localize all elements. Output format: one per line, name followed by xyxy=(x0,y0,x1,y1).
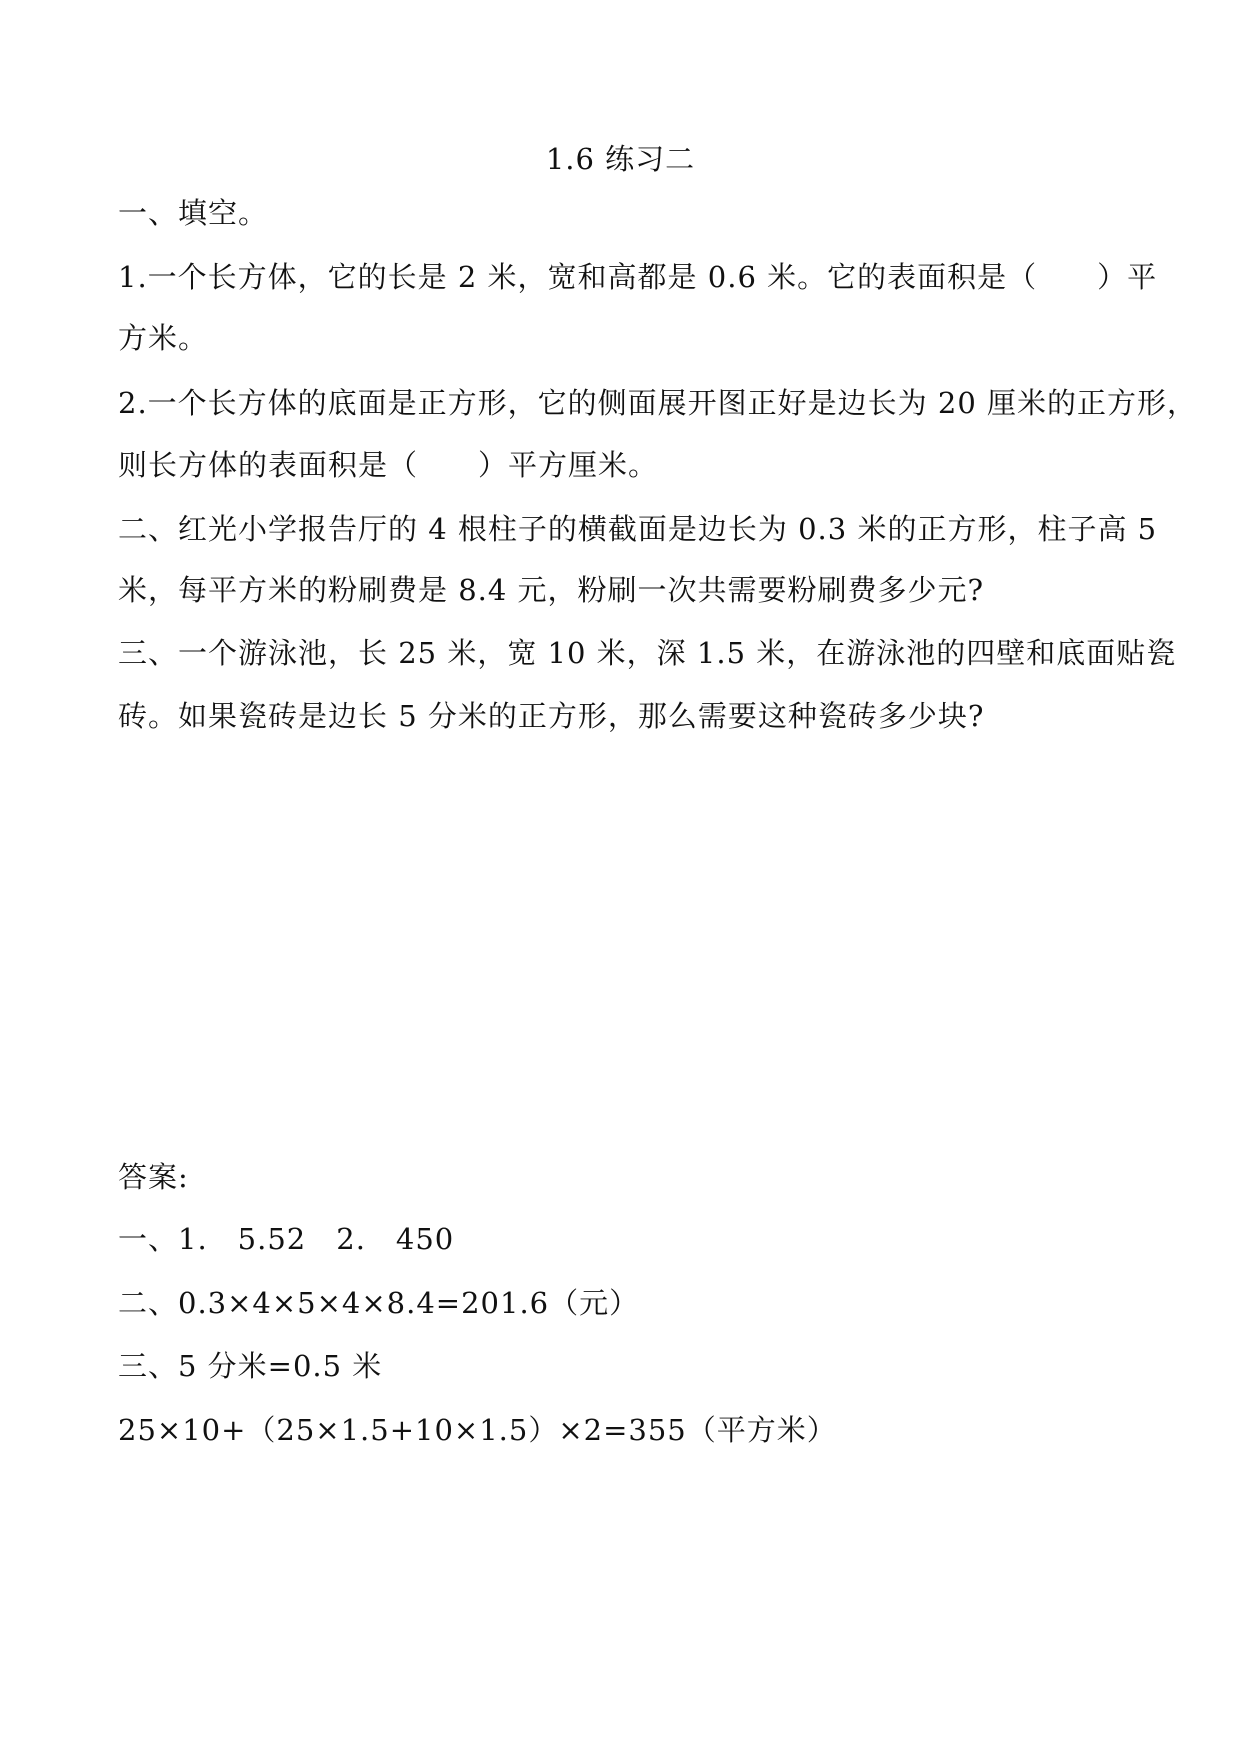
question1-line2: 方米。 xyxy=(118,321,209,355)
answers-heading: 答案: xyxy=(118,1160,189,1194)
question2-line1: 2.一个长方体的底面是正方形，它的侧面展开图正好是边长为 20 厘米的正方形， xyxy=(118,386,1198,420)
answer-section3-line2: 25×10+（25×1.5+10×1.5）×2=355（平方米） xyxy=(118,1413,837,1447)
page-title: 1.6 练习二 xyxy=(545,142,696,176)
answer-section1: 一、1. 5.52 2. 450 xyxy=(118,1222,455,1256)
section3-line2: 砖。如果瓷砖是边长 5 分米的正方形，那么需要这种瓷砖多少块? xyxy=(118,699,985,733)
question2-line2: 则长方体的表面积是（ ）平方厘米。 xyxy=(118,448,659,482)
question1-line1: 1.一个长方体，它的长是 2 米，宽和高都是 0.6 米。它的表面积是（ ）平 xyxy=(118,260,1158,294)
section2-line1: 二、红光小学报告厅的 4 根柱子的横截面是边长为 0.3 米的正方形，柱子高 5 xyxy=(118,512,1158,546)
answer-section3-line1: 三、5 分米=0.5 米 xyxy=(118,1349,383,1383)
answer-section2: 二、0.3×4×5×4×8.4=201.6（元） xyxy=(118,1286,640,1320)
section3-line1: 三、一个游泳池，长 25 米，宽 10 米，深 1.5 米，在游泳池的四壁和底面贴瓷 xyxy=(118,636,1177,670)
section1-heading: 一、填空。 xyxy=(118,196,269,230)
section2-line2: 米，每平方米的粉刷费是 8.4 元，粉刷一次共需要粉刷费多少元? xyxy=(118,573,985,607)
